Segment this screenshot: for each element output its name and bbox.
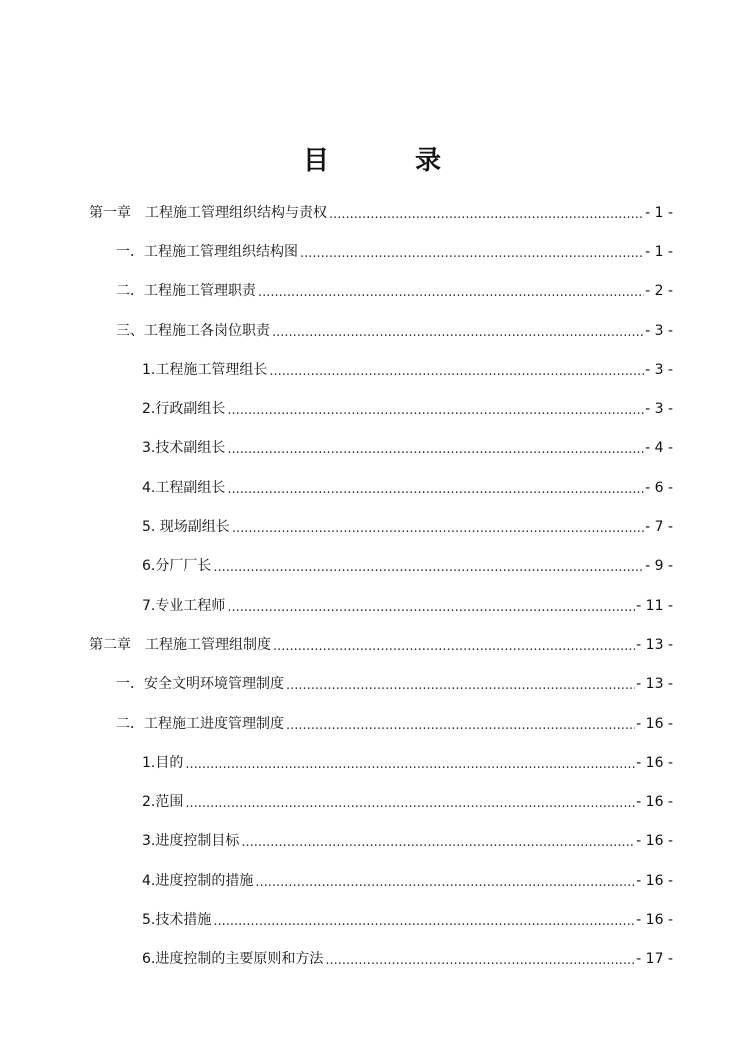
toc-entry-title: 4.进度控制的措施 [142,872,254,889]
toc-entry-title: 二．工程施工进度管理制度 [116,715,284,732]
toc-dot-leader [258,282,644,302]
toc-entry-title: 二．工程施工管理职责 [116,283,256,300]
toc-entry-page-number: - 17 - [636,951,673,968]
toc-entry[interactable] [116,311,673,350]
toc-entry-page-number: - 7 - [645,519,673,536]
toc-entry-title: 5. 现场副组长 [142,519,230,536]
toc-entry-title: 2.范围 [142,794,184,811]
toc-dot-leader [227,439,644,459]
toc-entry-page-number: - 16 - [636,715,673,732]
toc-dot-leader [286,675,635,695]
toc-entry[interactable] [142,389,673,428]
toc-entry-page-number: - 3 - [645,322,673,339]
toc-entry[interactable] [142,586,673,625]
toc-entry[interactable] [116,272,673,311]
toc-list [0,193,744,979]
toc-entry-page-number: - 3 - [645,401,673,418]
toc-entry[interactable] [116,704,673,743]
toc-entry[interactable] [142,940,673,979]
toc-entry[interactable] [116,665,673,704]
toc-dot-leader [185,754,635,774]
toc-entry-page-number: - 1 - [645,204,673,221]
toc-dot-leader [286,715,635,735]
toc-dot-leader [227,479,644,499]
toc-entry-title: 7.专业工程师 [142,597,226,614]
toc-entry[interactable] [142,429,673,468]
toc-entry-title: 2.行政副组长 [142,401,226,418]
toc-entry-page-number: - 16 - [636,833,673,850]
toc-entry-title: 5.技术措施 [142,911,212,928]
toc-entry[interactable] [142,782,673,821]
toc-entry-page-number: - 3 - [645,361,673,378]
toc-entry-page-number: - 16 - [636,911,673,928]
toc-entry-title: 第一章 工程施工管理组织结构与责权 [89,204,327,221]
toc-entry[interactable] [142,743,673,782]
toc-dot-leader [269,361,644,381]
toc-entry-title: 1.目的 [142,754,184,771]
toc-entry[interactable] [89,193,673,232]
toc-dot-leader [213,557,644,577]
toc-entry-title: 1.工程施工管理组长 [142,361,268,378]
toc-entry[interactable] [142,468,673,507]
toc-dot-leader [241,832,635,852]
toc-dot-leader [325,950,635,970]
toc-entry-page-number: - 11 - [636,597,673,614]
toc-entry-page-number: - 6 - [645,479,673,496]
toc-dot-leader [232,518,644,538]
toc-title-char-2: 录 [415,146,442,176]
toc-dot-leader [185,793,635,813]
toc-entry[interactable] [142,900,673,939]
toc-entry[interactable] [142,507,673,546]
toc-dot-leader [300,243,644,263]
toc-dot-leader [255,872,635,892]
toc-entry[interactable] [89,625,673,664]
toc-dot-leader [227,597,635,617]
toc-dot-leader [329,204,644,224]
toc-entry-page-number: - 16 - [636,754,673,771]
toc-entry-title: 6.进度控制的主要原则和方法 [142,951,324,968]
toc-entry-page-number: - 16 - [636,872,673,889]
toc-title-char-1: 目 [302,146,329,176]
toc-entry[interactable] [142,547,673,586]
toc-entry-page-number: - 2 - [645,283,673,300]
toc-entry-page-number: - 13 - [636,676,673,693]
toc-entry-page-number: - 4 - [645,440,673,457]
toc-dot-leader [227,400,644,420]
toc-entry[interactable] [116,232,673,271]
toc-entry-title: 第二章 工程施工管理组制度 [89,636,271,653]
toc-entry-page-number: - 1 - [645,243,673,260]
toc-title [0,140,744,177]
toc-entry[interactable] [142,822,673,861]
toc-entry-title: 6.分厂厂长 [142,558,212,575]
toc-dot-leader [213,911,635,931]
toc-dot-leader [272,322,644,342]
toc-entry-title: 三、工程施工各岗位职责 [116,322,270,339]
toc-entry-title: 3.技术副组长 [142,440,226,457]
toc-entry-page-number: - 9 - [645,558,673,575]
toc-entry[interactable] [142,861,673,900]
toc-entry-title: 一．安全文明环境管理制度 [116,676,284,693]
toc-entry[interactable] [142,350,673,389]
toc-entry-page-number: - 16 - [636,794,673,811]
toc-entry-title: 3.进度控制目标 [142,833,240,850]
toc-entry-title: 一．工程施工管理组织结构图 [116,243,298,260]
toc-dot-leader [273,636,635,656]
toc-entry-page-number: - 13 - [636,636,673,653]
toc-entry-title: 4.工程副组长 [142,479,226,496]
